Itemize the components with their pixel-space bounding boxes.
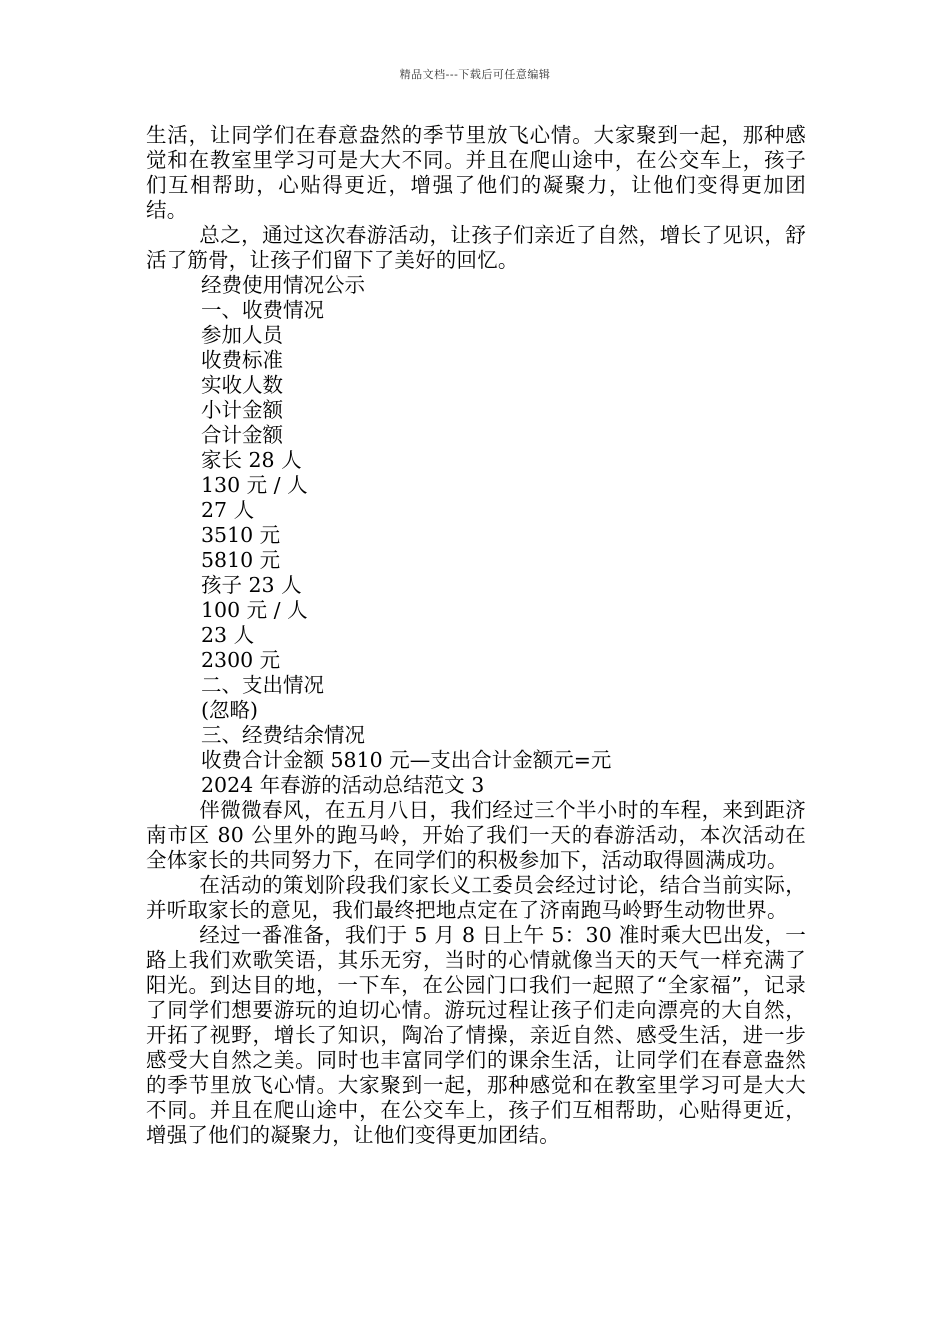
- label-actual-count: 实收人数: [201, 373, 283, 397]
- paragraph-trip-intro: 伴微微春风，在五月八日，我们经过三个半小时的车程，来到距济南市区 80 公里外的跑马岭，开始了我们一天的春游活动，本次活动在全体家长的共同努力下，在同学们的积极参加下，活动取得圆满成功。: [146, 798, 806, 872]
- document-body: [146, 123, 806, 1148]
- parents-fee-standard: 130 元 / 人: [201, 473, 308, 497]
- parents-actual-count: 27 人: [201, 498, 255, 522]
- heading-expenses: 二、支出情况: [201, 673, 324, 697]
- paragraph-trip-details: 经过一番准备，我们于 5 月 8 日上午 5：30 准时乘大巴出发，一路上我们欢歌笑语，其乐无穷，当时的心情就像当天的天气一样充满了阳光。到达目的地，一下车，在公园门口我们一起照了“全家福”，记录了同学们想要游玩的迫切心情。游玩过程让孩子们走向漂亮的大自然，开拓了视野，增长了知识，陶冶了情操，亲近自然、感受生活，进一步感受大自然之美。同时也丰富同学们的课余生活，让同学们在春意盎然的季节里放飞心情。大家聚到一起，那种感觉和在教室里学习可是大大不同。并且在爬山途中，在公交车上，孩子们互相帮助，心贴得更近，增强了他们的凝聚力，让他们变得更加团结。: [146, 923, 806, 1147]
- label-total: 合计金额: [201, 423, 283, 447]
- children-fee-standard: 100 元 / 人: [201, 598, 308, 622]
- section-title-fee-notice: 经费使用情况公示: [201, 273, 365, 297]
- children-subtotal: 2300 元: [201, 648, 281, 672]
- summary-paragraph: 总之，通过这次春游活动，让孩子们亲近了自然，增长了见识，舒活了筋骨，让孩子们留下了美好的回忆。: [146, 223, 806, 272]
- grand-total: 5810 元: [201, 548, 281, 572]
- page-header: 精品文档---下载后可任意编辑: [399, 68, 551, 81]
- children-count: 孩子 23 人: [201, 573, 302, 597]
- children-actual-count: 23 人: [201, 623, 255, 647]
- label-subtotal: 小计金额: [201, 398, 283, 422]
- opening-paragraph: 生活，让同学们在春意盎然的季节里放飞心情。大家聚到一起，那种感觉和在教室里学习可是大大不同。并且在爬山途中，在公交车上，孩子们互相帮助，心贴得更近，增强了他们的凝聚力，让他们变得更加团结。: [146, 123, 806, 222]
- parents-count: 家长 28 人: [201, 448, 302, 472]
- balance-formula: 收费合计金额 5810 元—支出合计金额元=元: [201, 748, 612, 772]
- heading-balance: 三、经费结余情况: [201, 723, 365, 747]
- label-participants: 参加人员: [201, 323, 283, 347]
- expenses-omitted: (忽略): [201, 698, 258, 722]
- article-title: 2024 年春游的活动总结范文 3: [201, 773, 485, 797]
- heading-fee-collection: 一、收费情况: [201, 298, 324, 322]
- parents-subtotal: 3510 元: [201, 523, 281, 547]
- label-fee-standard: 收费标准: [201, 348, 283, 372]
- paragraph-planning: 在活动的策划阶段我们家长义工委员会经过讨论，结合当前实际，并听取家长的意见，我们最终把地点定在了济南跑马岭野生动物世界。: [146, 873, 806, 922]
